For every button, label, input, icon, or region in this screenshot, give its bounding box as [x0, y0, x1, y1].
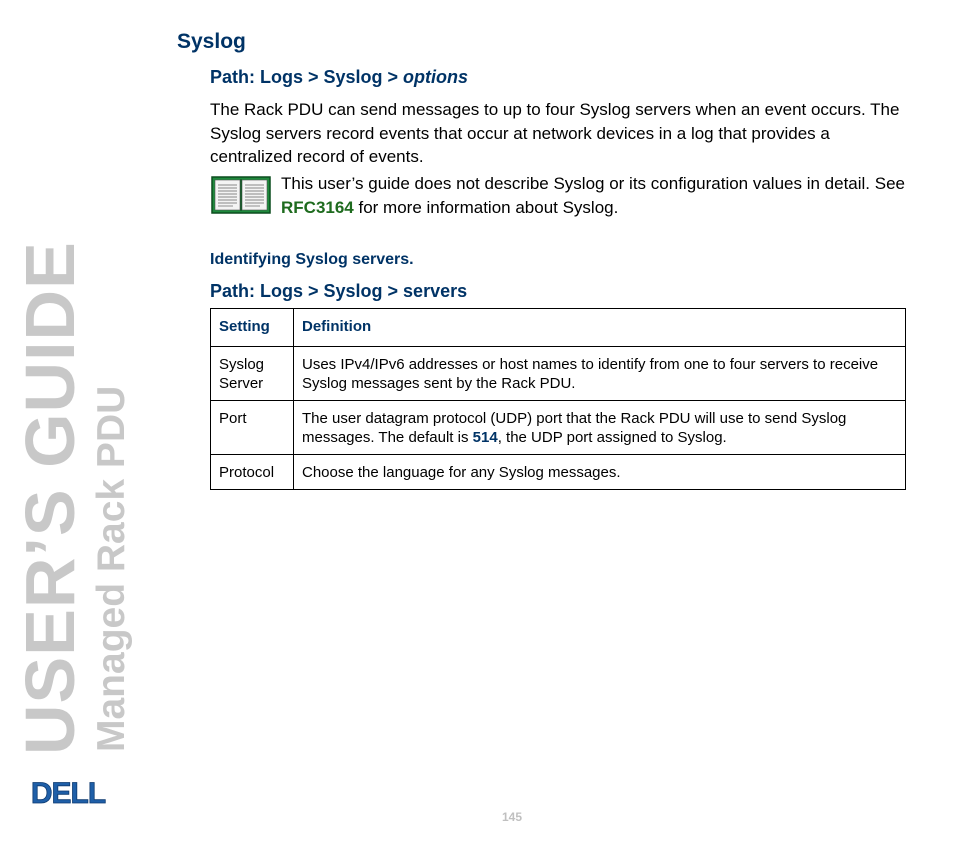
setting-cell: Syslog Server — [211, 347, 294, 401]
table-row — [211, 347, 906, 401]
options-path-option: options — [403, 67, 469, 87]
definition-cell: Uses IPv4/IPv6 addresses or host names to identify from one to four servers to receive Syslog messages sent by the Rack PDU. — [294, 347, 906, 401]
default-port-value: 514 — [472, 429, 498, 446]
definition-cell: Choose the language for any Syslog messages. — [294, 455, 906, 490]
intro-paragraph: The Rack PDU can send messages to up to four Syslog servers when an event occurs. The Syslog servers record events that occur at network devices in a log that provides a centralized record of events. — [210, 100, 900, 166]
side-guide-title: USER’S GUIDE — [11, 241, 89, 755]
header-setting: Setting — [211, 309, 294, 347]
table-row — [211, 401, 906, 455]
rfc-link[interactable]: RFC3164 — [281, 197, 354, 217]
servers-path: Path: Logs > Syslog > servers — [210, 281, 468, 301]
page-number: 145 — [501, 810, 523, 824]
table-row — [211, 455, 906, 490]
note-paragraph — [281, 172, 921, 219]
logo-text: DELL — [30, 777, 106, 808]
header-definition: Definition — [294, 309, 906, 347]
dell-logo — [24, 776, 112, 808]
table-header-row — [211, 309, 906, 347]
definition-text-before: The user datagram protocol (UDP) port that the Rack PDU will use to send Syslog messages. The default is — [302, 410, 847, 446]
side-product-name: Managed Rack PDU — [90, 385, 133, 752]
definition-cell — [294, 401, 906, 455]
section-title: Syslog — [177, 30, 246, 53]
options-path-prefix: Path: Logs > Syslog > — [210, 67, 404, 87]
settings-table — [210, 308, 906, 490]
note-text-before: This user’s guide does not describe Syslog or its configuration values in detail. See — [281, 174, 906, 193]
definition-text-after: , the UDP port assigned to Syslog. — [497, 429, 727, 446]
note-text-after: for more information about Syslog. — [353, 197, 619, 217]
setting-cell: Protocol — [211, 455, 294, 490]
open-book-icon — [211, 176, 271, 214]
setting-cell: Port — [211, 401, 294, 455]
options-path — [210, 67, 468, 88]
subsection-title: Identifying Syslog servers. — [210, 251, 414, 268]
